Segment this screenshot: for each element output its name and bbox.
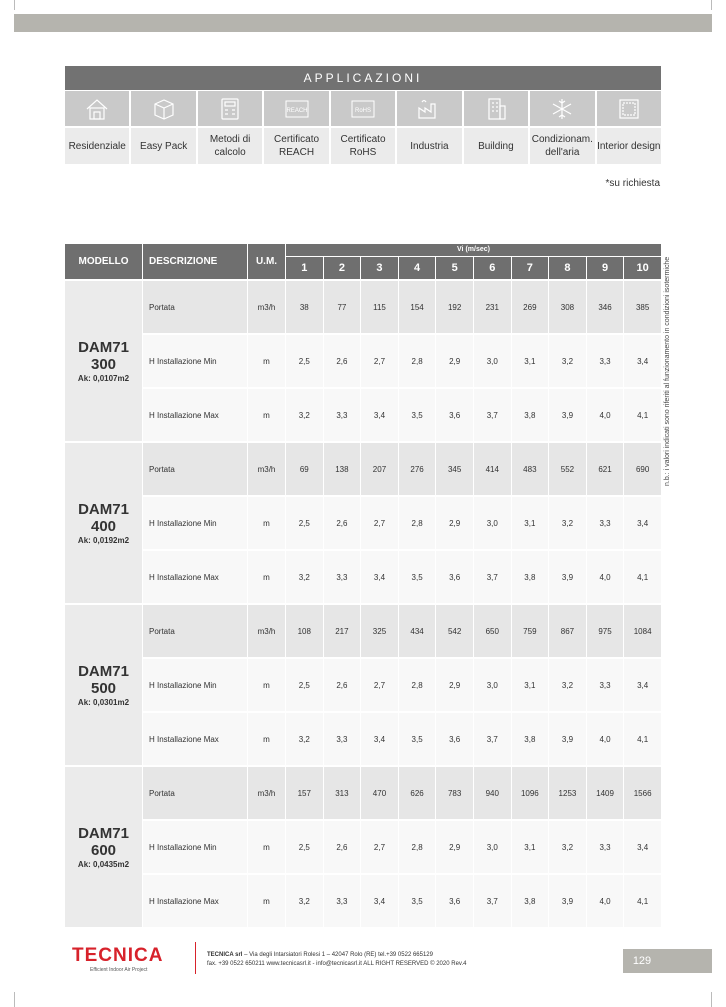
header-vi-column: 8 [549, 257, 587, 279]
row-value: 3,3 [324, 389, 362, 441]
table-row [143, 605, 661, 657]
row-value: 3,2 [549, 659, 587, 711]
row-description: Portata [143, 281, 248, 333]
row-value: 3,8 [512, 875, 550, 927]
row-value: 3,0 [474, 659, 512, 711]
frame-icon [597, 91, 661, 126]
row-value: 217 [324, 605, 362, 657]
row-value: 3,0 [474, 497, 512, 549]
row-value: 975 [587, 605, 625, 657]
row-value: 192 [436, 281, 474, 333]
row-description: H Installazione Max [143, 875, 248, 927]
row-value: 4,1 [624, 389, 661, 441]
row-unit: m [248, 821, 286, 873]
row-value: 3,6 [436, 551, 474, 603]
row-unit: m [248, 551, 286, 603]
row-value: 4,0 [587, 389, 625, 441]
table-row [143, 767, 661, 819]
row-description: H Installazione Max [143, 551, 248, 603]
application-label: Residenziale [65, 128, 129, 164]
row-value: 3,5 [399, 389, 437, 441]
row-value: 3,9 [549, 551, 587, 603]
row-value: 3,0 [474, 335, 512, 387]
top-bar [14, 14, 712, 32]
row-value: 621 [587, 443, 625, 495]
row-value: 3,2 [286, 389, 324, 441]
row-value: 154 [399, 281, 437, 333]
row-value: 2,5 [286, 335, 324, 387]
application-label: Building [464, 128, 528, 164]
box-icon [131, 91, 195, 126]
row-value: 3,8 [512, 551, 550, 603]
model-group [65, 765, 661, 927]
row-value: 1096 [512, 767, 550, 819]
row-value: 313 [324, 767, 362, 819]
row-value: 3,6 [436, 713, 474, 765]
row-value: 3,2 [286, 713, 324, 765]
row-unit: m [248, 659, 286, 711]
crop-mark [711, 992, 712, 1007]
row-value: 115 [361, 281, 399, 333]
row-value: 3,9 [549, 875, 587, 927]
row-value: 3,2 [286, 875, 324, 927]
row-value: 3,3 [324, 551, 362, 603]
row-value: 38 [286, 281, 324, 333]
crop-mark [711, 0, 712, 10]
row-value: 783 [436, 767, 474, 819]
row-value: 542 [436, 605, 474, 657]
row-value: 3,8 [512, 713, 550, 765]
row-value: 3,5 [399, 875, 437, 927]
row-value: 3,6 [436, 875, 474, 927]
rohs-icon-text: RoHS [354, 107, 371, 114]
model-group [65, 603, 661, 765]
table-row [143, 819, 661, 873]
row-value: 2,6 [324, 335, 362, 387]
row-value: 4,1 [624, 551, 661, 603]
building-icon [464, 91, 528, 126]
row-value: 552 [549, 443, 587, 495]
application-label: Certificato REACH [264, 128, 328, 164]
row-value: 3,5 [399, 713, 437, 765]
row-value: 3,4 [624, 335, 661, 387]
model-cell [65, 767, 143, 927]
row-value: 2,7 [361, 659, 399, 711]
row-value: 2,9 [436, 497, 474, 549]
header-vi-numbers [286, 257, 661, 279]
row-value: 3,7 [474, 389, 512, 441]
row-value: 3,4 [624, 497, 661, 549]
row-value: 626 [399, 767, 437, 819]
snowflake-icon [530, 91, 594, 126]
row-value: 207 [361, 443, 399, 495]
row-value: 3,3 [587, 335, 625, 387]
row-value: 3,4 [361, 551, 399, 603]
row-value: 2,8 [399, 335, 437, 387]
model-cell [65, 281, 143, 441]
row-value: 3,8 [512, 389, 550, 441]
model-group [65, 279, 661, 441]
header-vi-column: 10 [624, 257, 661, 279]
application-label: Certificato RoHS [331, 128, 395, 164]
row-value: 4,0 [587, 713, 625, 765]
row-value: 2,6 [324, 659, 362, 711]
header-vi-column: 9 [587, 257, 625, 279]
row-value: 2,8 [399, 497, 437, 549]
row-unit: m [248, 875, 286, 927]
row-unit: m3/h [248, 767, 286, 819]
header-vi-column: 1 [286, 257, 324, 279]
crop-mark [14, 992, 15, 1007]
row-value: 3,1 [512, 821, 550, 873]
model-name: DAM71 [78, 663, 129, 680]
row-value: 108 [286, 605, 324, 657]
row-unit: m [248, 713, 286, 765]
page-number-box [623, 949, 712, 973]
model-ak: Ak: 0,0192m2 [77, 536, 130, 545]
row-value: 3,4 [624, 659, 661, 711]
row-value: 3,3 [587, 821, 625, 873]
row-value: 345 [436, 443, 474, 495]
row-value: 325 [361, 605, 399, 657]
model-cell [65, 605, 143, 765]
header-model: MODELLO [65, 244, 143, 279]
row-value: 2,8 [399, 659, 437, 711]
side-note-text: n.b.: i valori indicati sono riferiti al funzionamento in condizioni isotermiche [664, 256, 671, 486]
applications-title: APPLICAZIONI [65, 66, 661, 90]
row-value: 308 [549, 281, 587, 333]
row-value: 157 [286, 767, 324, 819]
row-unit: m3/h [248, 443, 286, 495]
row-value: 276 [399, 443, 437, 495]
row-value: 3,1 [512, 659, 550, 711]
reach-icon-text: REACH [286, 107, 308, 114]
model-name: DAM71 [78, 339, 129, 356]
table-row [143, 657, 661, 711]
header-vi-column: 7 [512, 257, 550, 279]
row-value: 3,3 [324, 713, 362, 765]
table-row [143, 873, 661, 927]
row-value: 77 [324, 281, 362, 333]
header-vi-column: 6 [474, 257, 512, 279]
on-request-note: *su richiesta [605, 178, 660, 189]
model-size: 300 [90, 356, 117, 373]
page-number: 129 [632, 955, 652, 967]
factory-icon [397, 91, 461, 126]
model-ak: Ak: 0,0435m2 [77, 860, 130, 869]
row-value: 4,0 [587, 551, 625, 603]
row-description: Portata [143, 767, 248, 819]
header-vi [286, 244, 661, 279]
row-value: 4,1 [624, 875, 661, 927]
row-value: 2,6 [324, 821, 362, 873]
row-description: H Installazione Max [143, 389, 248, 441]
row-value: 1084 [624, 605, 661, 657]
row-value: 3,6 [436, 389, 474, 441]
header-um: U.M. [248, 244, 286, 279]
row-value: 940 [474, 767, 512, 819]
row-description: H Installazione Min [143, 335, 248, 387]
row-value: 3,1 [512, 497, 550, 549]
row-value: 3,4 [624, 821, 661, 873]
row-value: 3,9 [549, 713, 587, 765]
row-value: 3,4 [361, 389, 399, 441]
row-value: 2,5 [286, 497, 324, 549]
row-unit: m [248, 335, 286, 387]
row-value: 3,4 [361, 713, 399, 765]
table-row [143, 549, 661, 603]
brand-tagline: Efficient Indoor Air Project [90, 967, 148, 973]
row-value: 4,1 [624, 713, 661, 765]
performance-table [65, 244, 661, 927]
model-name: DAM71 [78, 501, 129, 518]
header-vi-column: 3 [361, 257, 399, 279]
row-value: 2,8 [399, 821, 437, 873]
header-description: DESCRIZIONE [143, 244, 248, 279]
model-group [65, 441, 661, 603]
row-value: 3,2 [286, 551, 324, 603]
row-value: 2,9 [436, 659, 474, 711]
row-value: 69 [286, 443, 324, 495]
row-unit: m3/h [248, 605, 286, 657]
row-value: 3,1 [512, 335, 550, 387]
row-value: 346 [587, 281, 625, 333]
table-row [143, 387, 661, 441]
model-name: DAM71 [78, 825, 129, 842]
model-size: 600 [90, 842, 117, 859]
row-value: 4,0 [587, 875, 625, 927]
row-value: 867 [549, 605, 587, 657]
row-value: 2,5 [286, 659, 324, 711]
row-value: 3,3 [587, 497, 625, 549]
row-value: 3,3 [324, 875, 362, 927]
model-cell [65, 443, 143, 603]
row-value: 470 [361, 767, 399, 819]
model-ak: Ak: 0,0107m2 [77, 374, 130, 383]
header-vi-column: 2 [324, 257, 362, 279]
header-vi-title: Vi (m/sec) [286, 244, 661, 257]
footer-address [207, 951, 466, 969]
row-value: 2,7 [361, 335, 399, 387]
application-label: Condizionam. dell'aria [530, 128, 594, 164]
row-value: 1409 [587, 767, 625, 819]
row-value: 3,7 [474, 713, 512, 765]
row-description: H Installazione Min [143, 821, 248, 873]
row-description: Portata [143, 443, 248, 495]
application-label: Metodi di calcolo [198, 128, 262, 164]
brand-logo: TECNICA [72, 945, 164, 966]
row-value: 2,9 [436, 335, 474, 387]
footer-divider [195, 942, 196, 974]
row-description: H Installazione Min [143, 497, 248, 549]
row-value: 1566 [624, 767, 661, 819]
row-value: 2,7 [361, 821, 399, 873]
model-size: 500 [90, 680, 117, 697]
table-row [143, 333, 661, 387]
table-header [65, 244, 661, 279]
table-row [143, 443, 661, 495]
row-value: 3,2 [549, 497, 587, 549]
row-value: 483 [512, 443, 550, 495]
row-description: H Installazione Min [143, 659, 248, 711]
row-value: 3,2 [549, 335, 587, 387]
row-value: 650 [474, 605, 512, 657]
row-value: 414 [474, 443, 512, 495]
row-description: Portata [143, 605, 248, 657]
row-value: 2,9 [436, 821, 474, 873]
row-value: 690 [624, 443, 661, 495]
company-name: TECNICA srl [207, 952, 243, 958]
reach-icon [264, 91, 328, 126]
rohs-icon [331, 91, 395, 126]
row-value: 138 [324, 443, 362, 495]
row-value: 2,6 [324, 497, 362, 549]
house-icon [65, 91, 129, 126]
row-value: 3,2 [549, 821, 587, 873]
application-label: Interior design [597, 128, 661, 164]
row-unit: m3/h [248, 281, 286, 333]
table-row [143, 281, 661, 333]
crop-mark [14, 0, 15, 10]
table-row [143, 495, 661, 549]
header-vi-column: 5 [436, 257, 474, 279]
model-size: 400 [90, 518, 117, 535]
model-ak: Ak: 0,0301m2 [77, 698, 130, 707]
row-description: H Installazione Max [143, 713, 248, 765]
row-value: 3,4 [361, 875, 399, 927]
address-line-2: fax. +39 0522 650211 www.tecnicasrl.it - info@tecnicasrl.it ALL RIGHT RESERVED © 2020 Rev.4 [207, 961, 467, 967]
header-vi-column: 4 [399, 257, 437, 279]
application-label: Industria [397, 128, 461, 164]
table-row [143, 711, 661, 765]
address-line-1: – Via degli Intarsiatori Rolesi 1 – 42047 Rolo (RE) tel.+39 0522 665129 [242, 952, 433, 958]
row-unit: m [248, 497, 286, 549]
row-unit: m [248, 389, 286, 441]
application-label: Easy Pack [131, 128, 195, 164]
row-value: 1253 [549, 767, 587, 819]
row-value: 2,7 [361, 497, 399, 549]
row-value: 759 [512, 605, 550, 657]
table-body [65, 279, 661, 927]
row-value: 434 [399, 605, 437, 657]
row-value: 3,0 [474, 821, 512, 873]
row-value: 3,7 [474, 551, 512, 603]
applications-grid [65, 91, 661, 164]
row-value: 3,7 [474, 875, 512, 927]
row-value: 2,5 [286, 821, 324, 873]
row-value: 3,3 [587, 659, 625, 711]
row-value: 385 [624, 281, 661, 333]
row-value: 3,5 [399, 551, 437, 603]
calculator-icon [198, 91, 262, 126]
row-value: 269 [512, 281, 550, 333]
row-value: 231 [474, 281, 512, 333]
row-value: 3,9 [549, 389, 587, 441]
